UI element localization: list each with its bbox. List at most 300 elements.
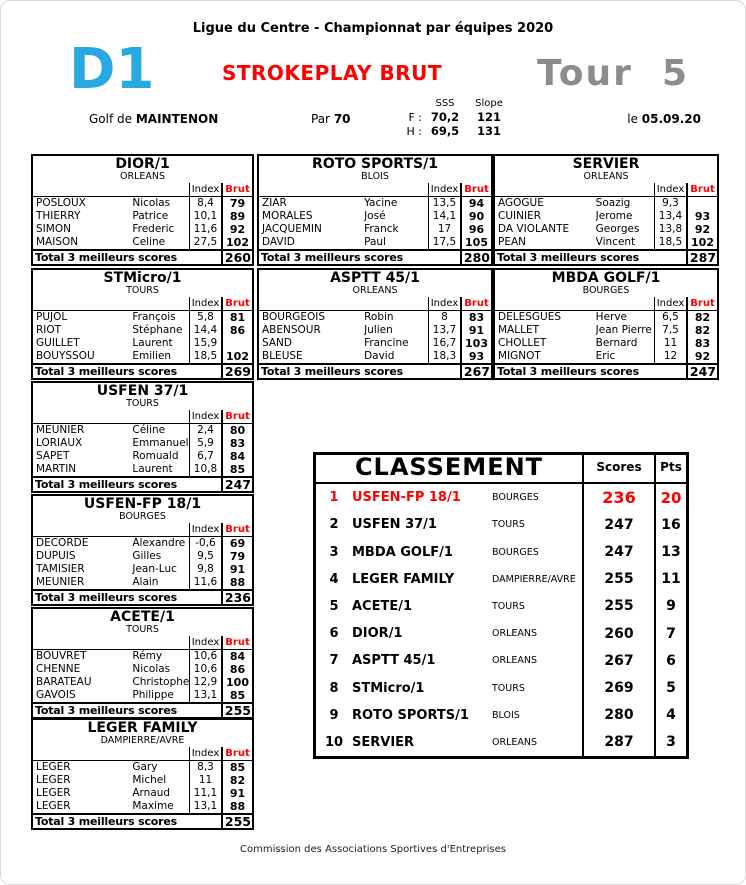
player-brut: 102 <box>686 236 717 249</box>
player-row <box>259 350 491 363</box>
player-lastname: SAPET <box>36 450 70 462</box>
player-lastname: LEGER <box>36 787 71 799</box>
player-brut: 79 <box>221 197 252 210</box>
score: 260 <box>582 620 654 647</box>
player-lastname: MIGNOT <box>498 350 541 362</box>
total-value: 287 <box>686 251 717 264</box>
player-index: 11 <box>654 337 686 350</box>
player-firstname: Gilles <box>132 550 162 562</box>
player-brut: 85 <box>221 689 252 702</box>
total-label: Total 3 meilleurs scores <box>261 251 403 264</box>
team: USFEN-FP 18/1 <box>352 490 461 506</box>
slope-header: Slope <box>475 97 503 109</box>
date-info <box>627 112 701 126</box>
player-firstname: Romuald <box>132 450 179 462</box>
player-row <box>33 576 252 589</box>
team-total-row <box>33 476 252 491</box>
player-lastname: LEGER <box>36 800 71 812</box>
team-total-row <box>33 363 252 378</box>
player-brut: 81 <box>221 311 252 324</box>
column-headers <box>33 636 252 650</box>
player-row <box>259 223 491 236</box>
team-total-row <box>33 813 252 828</box>
player-row <box>259 311 491 324</box>
player-lastname: DA VIOLANTE <box>498 223 570 235</box>
player-index: 17,5 <box>428 236 460 249</box>
rank: 9 <box>329 707 339 723</box>
player-lastname: CHENNE <box>36 663 81 675</box>
player-brut: 83 <box>686 337 717 350</box>
spacer <box>33 523 189 536</box>
score: 269 <box>582 674 654 701</box>
player-brut: 86 <box>221 663 252 676</box>
score: 255 <box>582 593 654 620</box>
player-lastname: ABENSOUR <box>262 324 321 336</box>
score: 280 <box>582 702 654 729</box>
player-firstname: Patrice <box>132 210 169 222</box>
player-brut: 100 <box>221 676 252 689</box>
team-city: ORLEANS <box>352 285 398 296</box>
city: DAMPIERRE/AVRE <box>492 573 576 585</box>
spacer <box>495 297 654 310</box>
team-name: ROTO SPORTS/1 <box>312 156 438 172</box>
spacer <box>33 297 189 310</box>
player-lastname: SAND <box>262 337 292 349</box>
player-brut: 82 <box>221 774 252 787</box>
team-name: SERVIER <box>572 156 640 172</box>
par-info <box>311 112 351 126</box>
city: BOURGES <box>492 546 539 558</box>
date-value: 05.09.20 <box>641 112 701 126</box>
player-brut: 69 <box>221 537 252 550</box>
team-city: BOURGES <box>582 285 630 296</box>
total-value: 247 <box>221 478 252 491</box>
player-row <box>33 774 252 787</box>
spacer <box>33 410 189 423</box>
date-label: le <box>627 112 638 126</box>
player-lastname: DELESGUES <box>498 311 561 323</box>
player-index: 11,6 <box>189 576 221 589</box>
player-index: 7,5 <box>654 324 686 337</box>
player-row <box>33 676 252 689</box>
total-value: 269 <box>221 365 252 378</box>
player-brut: 91 <box>221 563 252 576</box>
player-firstname: José <box>364 210 386 222</box>
player-firstname: Alexandre <box>132 537 186 549</box>
team: ACETE/1 <box>352 598 413 614</box>
player-index: 18,5 <box>654 236 686 249</box>
team-table-servier <box>493 154 719 266</box>
team-table-usfen-37-1 <box>31 381 254 493</box>
points: 7 <box>654 620 686 647</box>
player-firstname: Franck <box>364 223 399 235</box>
tee-label: H : <box>406 124 422 138</box>
total-label: Total 3 meilleurs scores <box>497 365 639 378</box>
player-index: 8,3 <box>189 761 221 774</box>
competition-title: STROKEPLAY BRUT <box>221 61 443 85</box>
player-firstname: Alain <box>132 576 159 588</box>
total-value: 260 <box>221 251 252 264</box>
player-index: 14,1 <box>428 210 460 223</box>
player-brut: 91 <box>460 324 491 337</box>
player-row <box>33 210 252 223</box>
points: 4 <box>654 702 686 729</box>
total-label: Total 3 meilleurs scores <box>497 251 639 264</box>
team-city: BOURGES <box>119 511 166 522</box>
team-name: MBDA GOLF/1 <box>551 270 661 286</box>
city: ORLEANS <box>492 628 538 640</box>
player-lastname: MEUNIER <box>36 576 85 588</box>
player-lastname: MARTIN <box>36 463 77 475</box>
player-lastname: PUJOL <box>36 311 68 323</box>
team-total-row <box>33 589 252 604</box>
player-lastname: BLEUSE <box>262 350 303 362</box>
player-brut: 85 <box>221 761 252 774</box>
player-row <box>495 236 717 249</box>
player-row <box>33 311 252 324</box>
player-row <box>33 324 252 337</box>
player-brut <box>686 197 717 210</box>
player-lastname: DAVID <box>262 236 295 248</box>
index-column-header: Index <box>189 410 221 423</box>
team-city: DAMPIERRE/AVRE <box>100 735 185 746</box>
player-index: 12 <box>654 350 686 363</box>
total-value: 267 <box>460 365 491 378</box>
player-row <box>33 650 252 663</box>
total-label: Total 3 meilleurs scores <box>261 365 403 378</box>
player-firstname: Christophe <box>132 676 189 688</box>
points: 11 <box>654 566 686 593</box>
player-row <box>33 197 252 210</box>
player-firstname: Emmanuel <box>132 437 189 449</box>
player-firstname: Maxime <box>132 800 174 812</box>
tee-label: F : <box>408 110 422 124</box>
brut-column-header: Brut <box>221 747 252 760</box>
player-row <box>33 550 252 563</box>
player-firstname: Céline <box>132 424 166 436</box>
index-column-header: Index <box>428 183 460 196</box>
team-table-acete-1 <box>31 607 254 719</box>
player-brut: 84 <box>221 450 252 463</box>
player-index: 12,9 <box>189 676 221 689</box>
player-brut: 102 <box>221 236 252 249</box>
total-label: Total 3 meilleurs scores <box>35 815 177 828</box>
player-index: 10,1 <box>189 210 221 223</box>
course-ratings <box>384 96 510 138</box>
player-brut: 82 <box>686 311 717 324</box>
player-firstname: Stéphane <box>132 324 183 336</box>
player-index: 14,4 <box>189 324 221 337</box>
player-index: 13,1 <box>189 800 221 813</box>
spacer <box>259 183 428 196</box>
player-index: 6,5 <box>654 311 686 324</box>
player-lastname: BOUVRET <box>36 650 87 662</box>
player-brut: 85 <box>221 463 252 476</box>
team-table-roto-sports-1 <box>257 154 493 266</box>
score: 236 <box>582 484 654 511</box>
classement-row <box>316 511 686 538</box>
player-row <box>259 210 491 223</box>
player-firstname: Celine <box>132 236 166 248</box>
player-row <box>259 197 491 210</box>
player-firstname: Julien <box>364 324 393 336</box>
player-row <box>33 437 252 450</box>
brut-column-header: Brut <box>460 297 491 310</box>
player-lastname: THIERRY <box>36 210 81 222</box>
player-row <box>33 236 252 249</box>
team-table-usfen-fp-18-1 <box>31 494 254 606</box>
player-index: 9,8 <box>189 563 221 576</box>
player-index: -0,6 <box>189 537 221 550</box>
index-column-header: Index <box>654 183 686 196</box>
rank: 8 <box>329 680 339 696</box>
player-brut: 83 <box>221 437 252 450</box>
rank: 5 <box>329 598 339 614</box>
par-value: 70 <box>333 112 351 126</box>
classement-row <box>316 620 686 647</box>
player-lastname: CHOLLET <box>498 337 547 349</box>
player-brut: 96 <box>460 223 491 236</box>
player-firstname: Jean-Luc <box>132 563 177 575</box>
player-lastname: LORIAUX <box>36 437 83 449</box>
team-name: USFEN-FP 18/1 <box>83 496 202 512</box>
player-lastname: AGOGUE <box>498 197 544 209</box>
player-index: 27,5 <box>189 236 221 249</box>
classement-row <box>316 729 686 756</box>
column-headers <box>259 297 491 311</box>
player-brut: 80 <box>221 424 252 437</box>
player-brut: 88 <box>221 800 252 813</box>
golf-name: MAINTENON <box>135 112 219 126</box>
column-headers <box>495 183 717 197</box>
index-column-header: Index <box>189 297 221 310</box>
player-index: 5,9 <box>189 437 221 450</box>
column-headers <box>33 297 252 311</box>
player-firstname: Philippe <box>132 689 174 701</box>
classement-row <box>316 484 686 511</box>
player-row <box>33 350 252 363</box>
rank: 1 <box>329 490 339 506</box>
brut-column-header: Brut <box>686 183 717 196</box>
team-total-row <box>259 249 491 264</box>
player-firstname: Francine <box>364 337 409 349</box>
index-column-header: Index <box>654 297 686 310</box>
player-firstname: François <box>132 311 176 323</box>
index-column-header: Index <box>189 636 221 649</box>
rank: 2 <box>329 517 339 533</box>
golf-course <box>89 112 218 126</box>
slope-value: 121 <box>476 110 501 124</box>
par-label: Par <box>311 112 330 126</box>
pts-column-header: Pts <box>654 455 686 482</box>
team: ROTO SPORTS/1 <box>352 707 469 723</box>
team: STMicro/1 <box>352 680 425 696</box>
classement-header <box>316 455 686 484</box>
player-lastname: BOURGEOIS <box>262 311 326 323</box>
index-column-header: Index <box>189 183 221 196</box>
total-label: Total 3 meilleurs scores <box>35 591 177 604</box>
player-row <box>33 689 252 702</box>
player-index: 10,8 <box>189 463 221 476</box>
team: LEGER FAMILY <box>352 571 455 587</box>
player-firstname: Gary <box>132 761 158 773</box>
player-row <box>259 236 491 249</box>
player-brut: 92 <box>221 223 252 236</box>
player-row <box>33 450 252 463</box>
player-row <box>495 337 717 350</box>
spacer <box>33 636 189 649</box>
player-lastname: RIOT <box>36 324 62 336</box>
sss-header: SSS <box>435 97 455 109</box>
player-row <box>33 800 252 813</box>
team-total-row <box>495 249 717 264</box>
team-name: ASPTT 45/1 <box>330 270 420 286</box>
player-index: 13,5 <box>428 197 460 210</box>
player-index: 11,6 <box>189 223 221 236</box>
ratings-row-h <box>384 124 510 138</box>
player-firstname: Jean Pierre <box>595 324 652 336</box>
scores-column-header: Scores <box>582 455 654 482</box>
player-brut: 93 <box>686 210 717 223</box>
league-title: Ligue du Centre - Championnat par équipes 2020 <box>192 21 554 36</box>
player-index: 16,7 <box>428 337 460 350</box>
player-index: 17 <box>428 223 460 236</box>
city: ORLEANS <box>492 655 538 667</box>
team-city: BLOIS <box>361 171 389 182</box>
brut-column-header: Brut <box>221 410 252 423</box>
player-firstname: Laurent <box>132 337 173 349</box>
player-row <box>495 223 717 236</box>
player-brut: 92 <box>686 223 717 236</box>
player-row <box>259 324 491 337</box>
team: ASPTT 45/1 <box>352 653 436 669</box>
points: 5 <box>654 674 686 701</box>
player-lastname: LEGER <box>36 774 71 786</box>
index-column-header: Index <box>189 747 221 760</box>
player-lastname: BOUYSSOU <box>36 350 95 362</box>
rank: 4 <box>329 571 339 587</box>
team-name: USFEN 37/1 <box>96 383 189 399</box>
classement-row <box>316 674 686 701</box>
player-firstname: Herve <box>595 311 628 323</box>
player-lastname: MAISON <box>36 236 79 248</box>
player-row <box>33 337 252 350</box>
player-lastname: SIMON <box>36 223 71 235</box>
player-brut: 103 <box>460 337 491 350</box>
brut-column-header: Brut <box>460 183 491 196</box>
ratings-row-f <box>384 110 510 124</box>
column-headers <box>259 183 491 197</box>
column-headers <box>495 297 717 311</box>
team-table-dior-1 <box>31 154 254 266</box>
player-index: 8 <box>428 311 460 324</box>
player-brut: 79 <box>221 550 252 563</box>
player-brut: 90 <box>460 210 491 223</box>
spacer <box>33 747 189 760</box>
team-table-stmicro-1 <box>31 268 254 380</box>
brut-column-header: Brut <box>686 297 717 310</box>
player-lastname: DUPUIS <box>36 550 76 562</box>
team-city: TOURS <box>126 398 159 409</box>
total-value: 255 <box>221 704 252 717</box>
team-city: TOURS <box>126 285 159 296</box>
team: USFEN 37/1 <box>352 517 437 533</box>
player-index: 13,8 <box>654 223 686 236</box>
rank: 3 <box>329 544 339 560</box>
player-row <box>495 350 717 363</box>
team-total-row <box>33 249 252 264</box>
player-lastname: DECORDE <box>36 537 89 549</box>
classement-row <box>316 702 686 729</box>
player-row <box>495 197 717 210</box>
player-firstname: Yacine <box>364 197 398 209</box>
total-value: 236 <box>221 591 252 604</box>
player-firstname: Eric <box>595 350 616 362</box>
player-index: 9,5 <box>189 550 221 563</box>
classement-title: CLASSEMENT <box>354 453 544 481</box>
spacer <box>259 297 428 310</box>
brut-column-header: Brut <box>221 297 252 310</box>
player-index: 18,3 <box>428 350 460 363</box>
player-brut: 102 <box>221 350 252 363</box>
player-index: 2,4 <box>189 424 221 437</box>
player-brut: 91 <box>221 787 252 800</box>
score: 255 <box>582 566 654 593</box>
player-row <box>495 324 717 337</box>
ratings-header-row <box>384 96 510 110</box>
rank: 10 <box>324 734 344 750</box>
player-firstname: Nicolas <box>132 663 171 675</box>
player-index: 10,6 <box>189 663 221 676</box>
player-row <box>495 210 717 223</box>
player-row <box>495 311 717 324</box>
index-column-header: Index <box>189 523 221 536</box>
player-row <box>33 463 252 476</box>
player-index: 6,7 <box>189 450 221 463</box>
team-table-leger-family <box>31 718 254 830</box>
player-brut: 93 <box>460 350 491 363</box>
city: BLOIS <box>492 709 520 721</box>
classement-row <box>316 538 686 565</box>
player-index: 13,1 <box>189 689 221 702</box>
spacer <box>495 183 654 196</box>
player-firstname: Georges <box>595 223 640 235</box>
team: SERVIER <box>352 734 415 750</box>
total-value: 280 <box>460 251 491 264</box>
city: TOURS <box>492 519 525 531</box>
team-name: STMicro/1 <box>103 270 182 286</box>
player-index: 11 <box>189 774 221 787</box>
player-brut: 83 <box>460 311 491 324</box>
team-total-row <box>33 702 252 717</box>
classement-row <box>316 593 686 620</box>
player-lastname: POSLOUX <box>36 197 86 209</box>
player-lastname: BARATEAU <box>36 676 92 688</box>
player-firstname: Vincent <box>595 236 636 248</box>
points: 13 <box>654 538 686 565</box>
player-brut: 105 <box>460 236 491 249</box>
city: TOURS <box>492 682 525 694</box>
player-firstname: Robin <box>364 311 394 323</box>
team-name: ACETE/1 <box>110 609 175 625</box>
player-firstname: Frederic <box>132 223 175 235</box>
team: MBDA GOLF/1 <box>352 544 453 560</box>
points: 3 <box>654 729 686 756</box>
player-firstname: Emilien <box>132 350 172 362</box>
player-row <box>33 787 252 800</box>
score: 287 <box>582 729 654 756</box>
player-lastname: ZIAR <box>262 197 287 209</box>
